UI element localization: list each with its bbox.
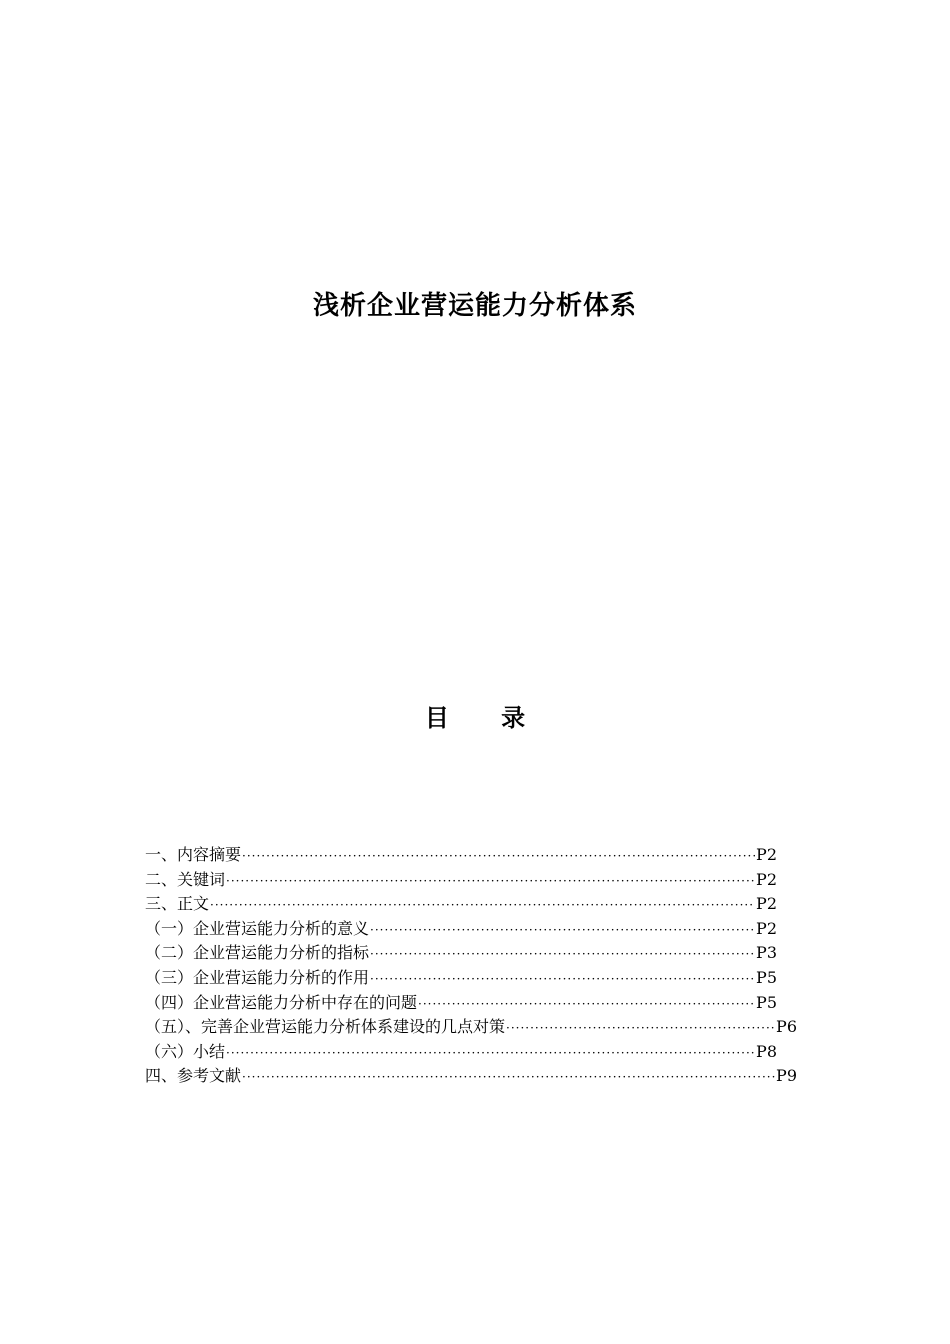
toc-dot-leader [370,918,755,943]
toc-entry-label: （二）企业营运能力分析的指标 [145,943,370,963]
toc-entry-label: 三、正文 [145,894,210,914]
toc-dot-leader [418,992,755,1017]
toc-entry-label: （三）企业营运能力分析的作用 [145,967,370,987]
toc-entry-label: （五）、完善企业营运能力分析体系建设的几点对策 [145,1017,506,1037]
toc-entry-section-6 [145,1040,777,1065]
toc-dot-leader [242,1065,775,1090]
toc-entry-page: P9 [776,1066,797,1086]
toc-entry-page: P2 [756,894,777,914]
toc-entry-body [145,892,777,917]
toc-entry-references [145,1064,797,1089]
toc-entry-section-3 [145,966,777,991]
toc-entry-page: P5 [756,992,777,1012]
toc-entry-label: 四、参考文献 [145,1066,242,1086]
toc-dot-leader [226,1041,755,1066]
toc-entry-page: P2 [756,869,777,889]
document-title: 浅析企业营运能力分析体系 [312,291,637,321]
toc-dot-leader [370,967,755,992]
toc-dot-leader [210,893,755,918]
toc-entry-page: P5 [756,967,777,987]
toc-entry-abstract [145,843,777,868]
toc-entry-section-4 [145,991,777,1016]
toc-entry-page: P6 [776,1017,797,1037]
toc-entry-page: P2 [756,845,777,864]
table-of-contents [145,843,805,1089]
toc-entry-label: （一）企业营运能力分析的意义 [145,918,370,938]
toc-entry-section-1 [145,917,777,942]
toc-dot-leader [226,869,755,894]
toc-dot-leader [370,942,755,967]
toc-entry-page: P2 [756,918,777,938]
toc-dot-leader [506,1016,775,1041]
toc-entry-label: （六）小结 [145,1041,226,1061]
toc-entry-label: （四）企业营运能力分析中存在的问题 [145,992,418,1012]
toc-heading: 目 录 [424,704,526,732]
toc-entry-section-2 [145,941,777,966]
toc-entry-label: 二、关键词 [145,869,226,889]
toc-entry-section-5 [145,1015,797,1040]
toc-entry-keywords [145,868,777,893]
toc-entry-page: P8 [756,1041,777,1061]
toc-dot-leader [242,844,755,869]
toc-entry-page: P3 [756,943,777,963]
toc-entry-label: 一、内容摘要 [145,845,242,864]
